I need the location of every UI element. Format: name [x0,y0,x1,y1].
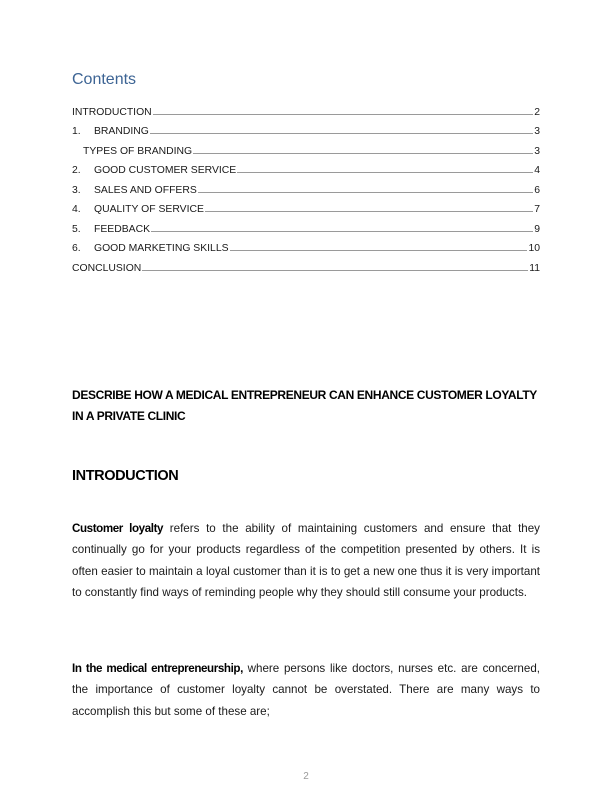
toc-entry-label: TYPES OF BRANDING [83,145,193,157]
toc-entry-feedback[interactable] [72,215,540,235]
toc-leader-line [230,249,528,251]
toc-entry-branding[interactable] [72,118,540,138]
toc-entry-label: QUALITY OF SERVICE [94,204,204,215]
paragraph-text: where persons like doctors, nurses etc. are concerned, the importance of customer loyalty cannot be overstated. There are many ways to accomplish this but some of these are; [72,662,540,718]
toc-entry-page: 2 [534,106,540,118]
toc-entry-label: SALES AND OFFERS [94,184,197,196]
toc-entry-page: 7 [534,204,540,215]
toc-leader-line [153,113,534,115]
toc-entry-label: CONCLUSION [72,262,142,274]
toc-title: Contents [72,71,137,88]
toc-entry-label: FEEDBACK [94,223,151,235]
toc-entry-label: BRANDING [94,126,149,137]
toc-entry-label: INTRODUCTION [72,106,152,118]
toc-leader-line [205,210,533,212]
toc-entry-number: 5. [72,223,81,235]
toc-entry-page: 6 [534,184,540,196]
toc-leader-line [151,230,533,232]
page-number: 2 [303,771,309,782]
paragraph-text: refers to the ability of maintaining customers and ensure that they continually go for your products regardless of the competition presented by others. It is often easier to maintain a loyal customer than it is to get a new one thus it is very important to constantly find ways of reminding people why they should still consume your products. [72,522,540,600]
toc-entry-types-of-branding[interactable] [72,137,540,157]
paragraph-customer-loyalty [72,518,540,604]
toc-entry-number: 1. [72,126,81,137]
toc-entry-number: 2. [72,165,81,176]
toc-entry-good-customer-service[interactable] [72,157,540,177]
toc-entry-page: 10 [528,243,540,254]
toc-entry-sales-and-offers[interactable] [72,176,540,196]
toc-leader-line [193,152,533,154]
toc-entry-number: 6. [72,243,81,254]
toc-entry-number: 4. [72,204,81,215]
toc-entry-label: GOOD CUSTOMER SERVICE [94,165,237,176]
toc-entry-page: 3 [534,145,540,157]
toc-entry-page: 3 [534,126,540,137]
toc-entry-conclusion[interactable] [72,254,540,274]
toc-entry-page: 11 [529,262,540,274]
toc-entry-good-marketing-skills[interactable] [72,235,540,255]
toc-entry-page: 9 [534,223,540,235]
toc-entry-quality-of-service[interactable] [72,196,540,216]
document-title: DESCRIBE HOW A MEDICAL ENTREPRENEUR CAN ENHANCE CUSTOMER LOYALTY IN A PRIVATE CLINIC [72,388,537,423]
paragraph-medical-entrepreneurship [72,658,540,722]
toc-leader-line [150,132,533,134]
paragraph-bold-lead: Customer loyalty [72,522,164,535]
toc-entry-introduction[interactable] [72,98,540,118]
paragraph-bold-lead: In the medical entrepreneurship, [72,662,243,675]
toc-entry-number: 3. [72,184,81,196]
toc-entry-label: GOOD MARKETING SKILLS [94,243,229,254]
toc-entry-page: 4 [534,165,540,176]
toc-leader-line [142,269,528,271]
section-heading-introduction: INTRODUCTION [72,468,179,484]
table-of-contents [72,98,540,274]
toc-leader-line [198,191,533,193]
toc-leader-line [237,171,533,173]
